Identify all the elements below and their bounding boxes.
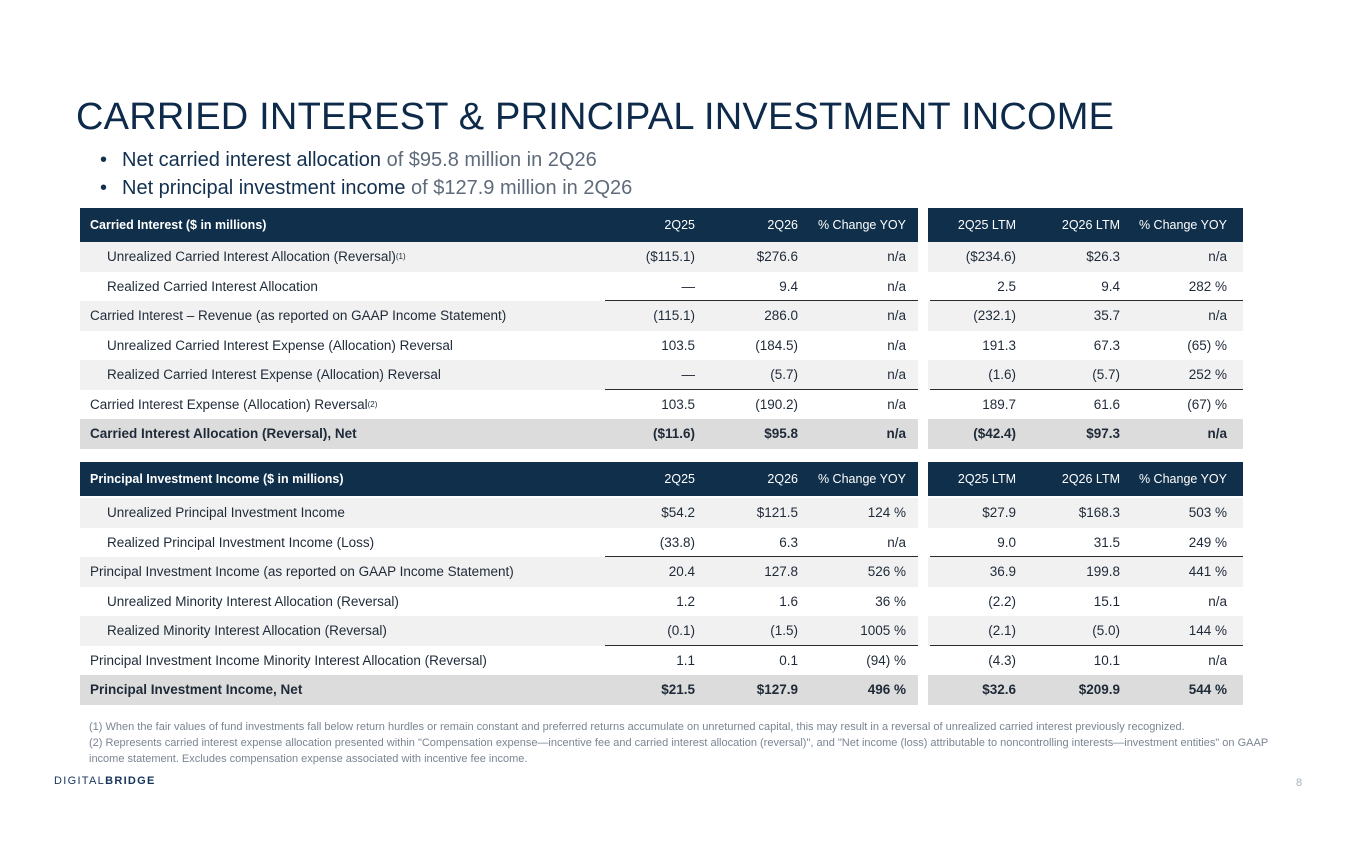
row-label <box>107 616 387 646</box>
row-value: 20.4 <box>668 564 695 580</box>
row-value: 441 % <box>1188 564 1227 580</box>
row-value: n/a <box>1208 308 1227 324</box>
header-cell: 2Q26 LTM <box>1061 472 1120 486</box>
row-value: 124 % <box>867 505 906 521</box>
row-value: (65) % <box>1187 337 1227 353</box>
row-label <box>107 272 318 302</box>
column-gap <box>918 331 928 361</box>
row-value: 544 % <box>1188 682 1227 698</box>
row-value: n/a <box>887 278 906 294</box>
header-cell: 2Q25 LTM <box>957 472 1016 486</box>
row-value: n/a <box>1208 249 1227 265</box>
column-gap <box>918 675 928 705</box>
row-label-text: Carried Interest Expense (Allocation) Reversal <box>90 396 368 412</box>
row-value: $26.3 <box>1086 249 1120 265</box>
row-value: 36 % <box>875 593 906 609</box>
row-value: n/a <box>1208 652 1227 668</box>
summary-bullets <box>100 146 632 202</box>
row-value: 127.8 <box>764 564 798 580</box>
row-value: 144 % <box>1188 623 1227 639</box>
footnote-marker: (1) <box>395 252 406 262</box>
row-value: $168.3 <box>1078 505 1120 521</box>
row-value: 61.6 <box>1093 396 1120 412</box>
page-title: CARRIED INTEREST & PRINCIPAL INVESTMENT INCOME <box>76 96 1115 138</box>
table-row <box>80 360 1243 390</box>
row-value: 103.5 <box>661 396 695 412</box>
column-gap <box>918 616 928 646</box>
page-number: 8 <box>1296 777 1303 789</box>
row-value: 67.3 <box>1093 337 1120 353</box>
bullet-text: of $95.8 million in 2Q26 <box>381 149 597 171</box>
row-value: (94) % <box>866 652 906 668</box>
column-gap <box>918 587 928 617</box>
header-cell: 2Q25 <box>664 218 695 232</box>
row-label <box>90 675 302 705</box>
header-cell: 2Q25 LTM <box>957 218 1016 232</box>
row-value: 9.0 <box>997 534 1016 550</box>
table-row <box>80 272 1243 302</box>
row-value: $97.3 <box>1086 426 1120 442</box>
company-logo <box>54 775 156 787</box>
row-value: n/a <box>887 337 906 353</box>
footnotes <box>89 719 1299 767</box>
row-label <box>90 301 506 331</box>
row-value: n/a <box>1208 593 1227 609</box>
row-value: (1.6) <box>988 367 1016 383</box>
row-value: n/a <box>887 367 906 383</box>
row-label <box>107 587 399 617</box>
table-row <box>80 301 1243 331</box>
row-value: $32.6 <box>982 682 1016 698</box>
table-row <box>80 557 1243 587</box>
row-value: 189.7 <box>982 396 1016 412</box>
row-label <box>107 242 406 272</box>
row-value: 15.1 <box>1093 593 1120 609</box>
row-value: 9.4 <box>779 278 798 294</box>
row-label <box>107 331 453 361</box>
row-value: 199.8 <box>1086 564 1120 580</box>
column-gap <box>918 301 928 331</box>
row-value: 9.4 <box>1101 278 1120 294</box>
row-label-text: Realized Carried Interest Allocation <box>107 278 318 294</box>
row-value: $121.5 <box>756 505 798 521</box>
table-row <box>80 390 1243 420</box>
bullet-item <box>100 174 632 202</box>
bullet-dot-icon: • <box>100 177 108 199</box>
row-label-text: Unrealized Carried Interest Expense (Allocation) Reversal <box>107 337 453 353</box>
row-value: $209.9 <box>1078 682 1120 698</box>
row-value: n/a <box>887 308 906 324</box>
header-cell: 2Q25 <box>664 472 695 486</box>
row-label <box>90 557 514 587</box>
row-value: ($11.6) <box>652 426 695 442</box>
column-gap <box>918 462 928 496</box>
bullet-emphasis: Net carried interest allocation <box>122 149 382 171</box>
table-row <box>80 616 1243 646</box>
row-value: n/a <box>887 249 906 265</box>
row-value: 31.5 <box>1093 534 1120 550</box>
header-label: Carried Interest ($ in millions) <box>90 218 267 232</box>
row-value: 2.5 <box>997 278 1016 294</box>
row-value: 249 % <box>1188 534 1227 550</box>
column-gap <box>918 557 928 587</box>
row-value: 1.2 <box>676 593 695 609</box>
row-value: — <box>681 367 695 383</box>
row-value: 282 % <box>1188 278 1227 294</box>
column-gap <box>918 242 928 272</box>
row-value: (1.5) <box>770 623 798 639</box>
row-value: (33.8) <box>659 534 695 550</box>
row-value: $54.2 <box>661 505 695 521</box>
header-cell: 2Q26 <box>767 472 798 486</box>
table-total-row <box>80 419 1243 449</box>
column-gap <box>918 498 928 528</box>
row-value: (67) % <box>1187 396 1227 412</box>
header-cell: % Change YOY <box>817 218 906 232</box>
column-gap <box>918 208 928 242</box>
footnote-2: (2) Represents carried interest expense allocation presented within "Compensation expense—incentive fee and carried interest allocation (reversal)", and "Net income (loss) attributable to noncontrolling interests—investment entities" on GAAP income statement. Excludes compensation expense associated with incentive fee income. <box>89 737 1268 765</box>
row-label-text: Realized Minority Interest Allocation (Reversal) <box>107 623 387 639</box>
row-label-text: Realized Principal Investment Income (Loss) <box>107 534 375 550</box>
row-label <box>90 419 357 449</box>
table-row <box>80 587 1243 617</box>
header-cell: 2Q26 LTM <box>1061 218 1120 232</box>
row-value: n/a <box>887 396 906 412</box>
header-cell: 2Q26 <box>767 218 798 232</box>
table-total-row <box>80 675 1243 705</box>
row-label <box>90 646 487 676</box>
carried-interest-table <box>80 208 1243 449</box>
logo-part-2: BRIDGE <box>105 775 156 787</box>
row-label-text: Carried Interest Allocation (Reversal), Net <box>90 426 357 442</box>
row-value: 496 % <box>867 682 906 698</box>
row-label-text: Unrealized Principal Investment Income <box>107 505 345 521</box>
table-row <box>80 331 1243 361</box>
row-value: 6.3 <box>779 534 798 550</box>
row-value: 526 % <box>867 564 906 580</box>
column-gap <box>918 272 928 302</box>
table-row <box>80 528 1243 558</box>
header-label: Principal Investment Income ($ in millions) <box>90 472 344 486</box>
footnote-1: (1) When the fair values of fund investments fall below return hurdles or remain constant and preferred returns accumulate on unreturned capital, this may result in a reversal of unrealized carried interest previously recognized. <box>89 721 1185 733</box>
row-value: n/a <box>1207 426 1227 442</box>
column-gap <box>918 528 928 558</box>
row-label-text: Principal Investment Income, Net <box>90 682 303 698</box>
table-header-row <box>80 208 1243 242</box>
row-value: (5.0) <box>1092 623 1120 639</box>
row-value: ($42.4) <box>973 426 1016 442</box>
row-value: $21.5 <box>661 682 695 698</box>
row-value: $127.9 <box>756 682 798 698</box>
row-value: (232.1) <box>973 308 1016 324</box>
row-value: $276.6 <box>756 249 798 265</box>
table-row <box>80 498 1243 528</box>
logo-part-1: DIGITAL <box>54 775 106 787</box>
column-gap <box>918 390 928 420</box>
row-value: ($115.1) <box>645 249 695 265</box>
row-label-text: Principal Investment Income (as reported on GAAP Income Statement) <box>90 564 514 580</box>
row-value: 1.6 <box>779 593 798 609</box>
row-value: (184.5) <box>755 337 798 353</box>
principal-investment-table <box>80 462 1243 705</box>
row-value: 0.1 <box>779 652 798 668</box>
row-value: (190.2) <box>755 396 798 412</box>
row-value: 1.1 <box>676 652 695 668</box>
footnote-marker: (2) <box>367 399 378 409</box>
row-value: n/a <box>887 534 906 550</box>
row-value: $95.8 <box>764 426 798 442</box>
row-value: 191.3 <box>982 337 1016 353</box>
row-value: $27.9 <box>982 505 1016 521</box>
table-header-row <box>80 462 1243 496</box>
row-label-text: Realized Carried Interest Expense (Allocation) Reversal <box>107 367 441 383</box>
row-label <box>107 360 441 390</box>
row-value: 252 % <box>1188 367 1227 383</box>
row-label <box>107 528 374 558</box>
row-value: ($234.6) <box>965 249 1016 265</box>
row-value: (2.1) <box>988 623 1016 639</box>
row-value: 35.7 <box>1093 308 1120 324</box>
row-label <box>90 390 377 420</box>
row-value: (115.1) <box>653 308 695 324</box>
column-gap <box>918 419 928 449</box>
bullet-text: of $127.9 million in 2Q26 <box>405 177 633 199</box>
table-row <box>80 646 1243 676</box>
row-value: 286.0 <box>764 308 798 324</box>
row-value: (5.7) <box>770 367 798 383</box>
header-cell: % Change YOY <box>1138 472 1227 486</box>
row-value: 503 % <box>1188 505 1227 521</box>
row-value: (5.7) <box>1092 367 1120 383</box>
row-value: 1005 % <box>860 623 906 639</box>
row-label-text: Unrealized Carried Interest Allocation (Reversal) <box>107 249 396 265</box>
row-value: (2.2) <box>988 593 1016 609</box>
bullet-item <box>100 146 632 174</box>
row-label <box>107 498 345 528</box>
header-cell: % Change YOY <box>817 472 906 486</box>
row-value: 103.5 <box>661 337 695 353</box>
bullet-dot-icon: • <box>100 149 108 171</box>
row-label-text: Carried Interest – Revenue (as reported on GAAP Income Statement) <box>90 308 507 324</box>
row-value: (4.3) <box>988 652 1016 668</box>
header-cell: % Change YOY <box>1138 218 1227 232</box>
column-gap <box>918 360 928 390</box>
row-value: 10.1 <box>1093 652 1120 668</box>
row-value: (0.1) <box>667 623 695 639</box>
table-row <box>80 242 1243 272</box>
row-value: — <box>681 278 695 294</box>
row-label-text: Principal Investment Income Minority Interest Allocation (Reversal) <box>90 652 487 668</box>
row-label-text: Unrealized Minority Interest Allocation (Reversal) <box>107 593 399 609</box>
column-gap <box>918 646 928 676</box>
row-value: 36.9 <box>989 564 1016 580</box>
row-value: n/a <box>886 426 906 442</box>
bullet-emphasis: Net principal investment income <box>122 177 406 199</box>
